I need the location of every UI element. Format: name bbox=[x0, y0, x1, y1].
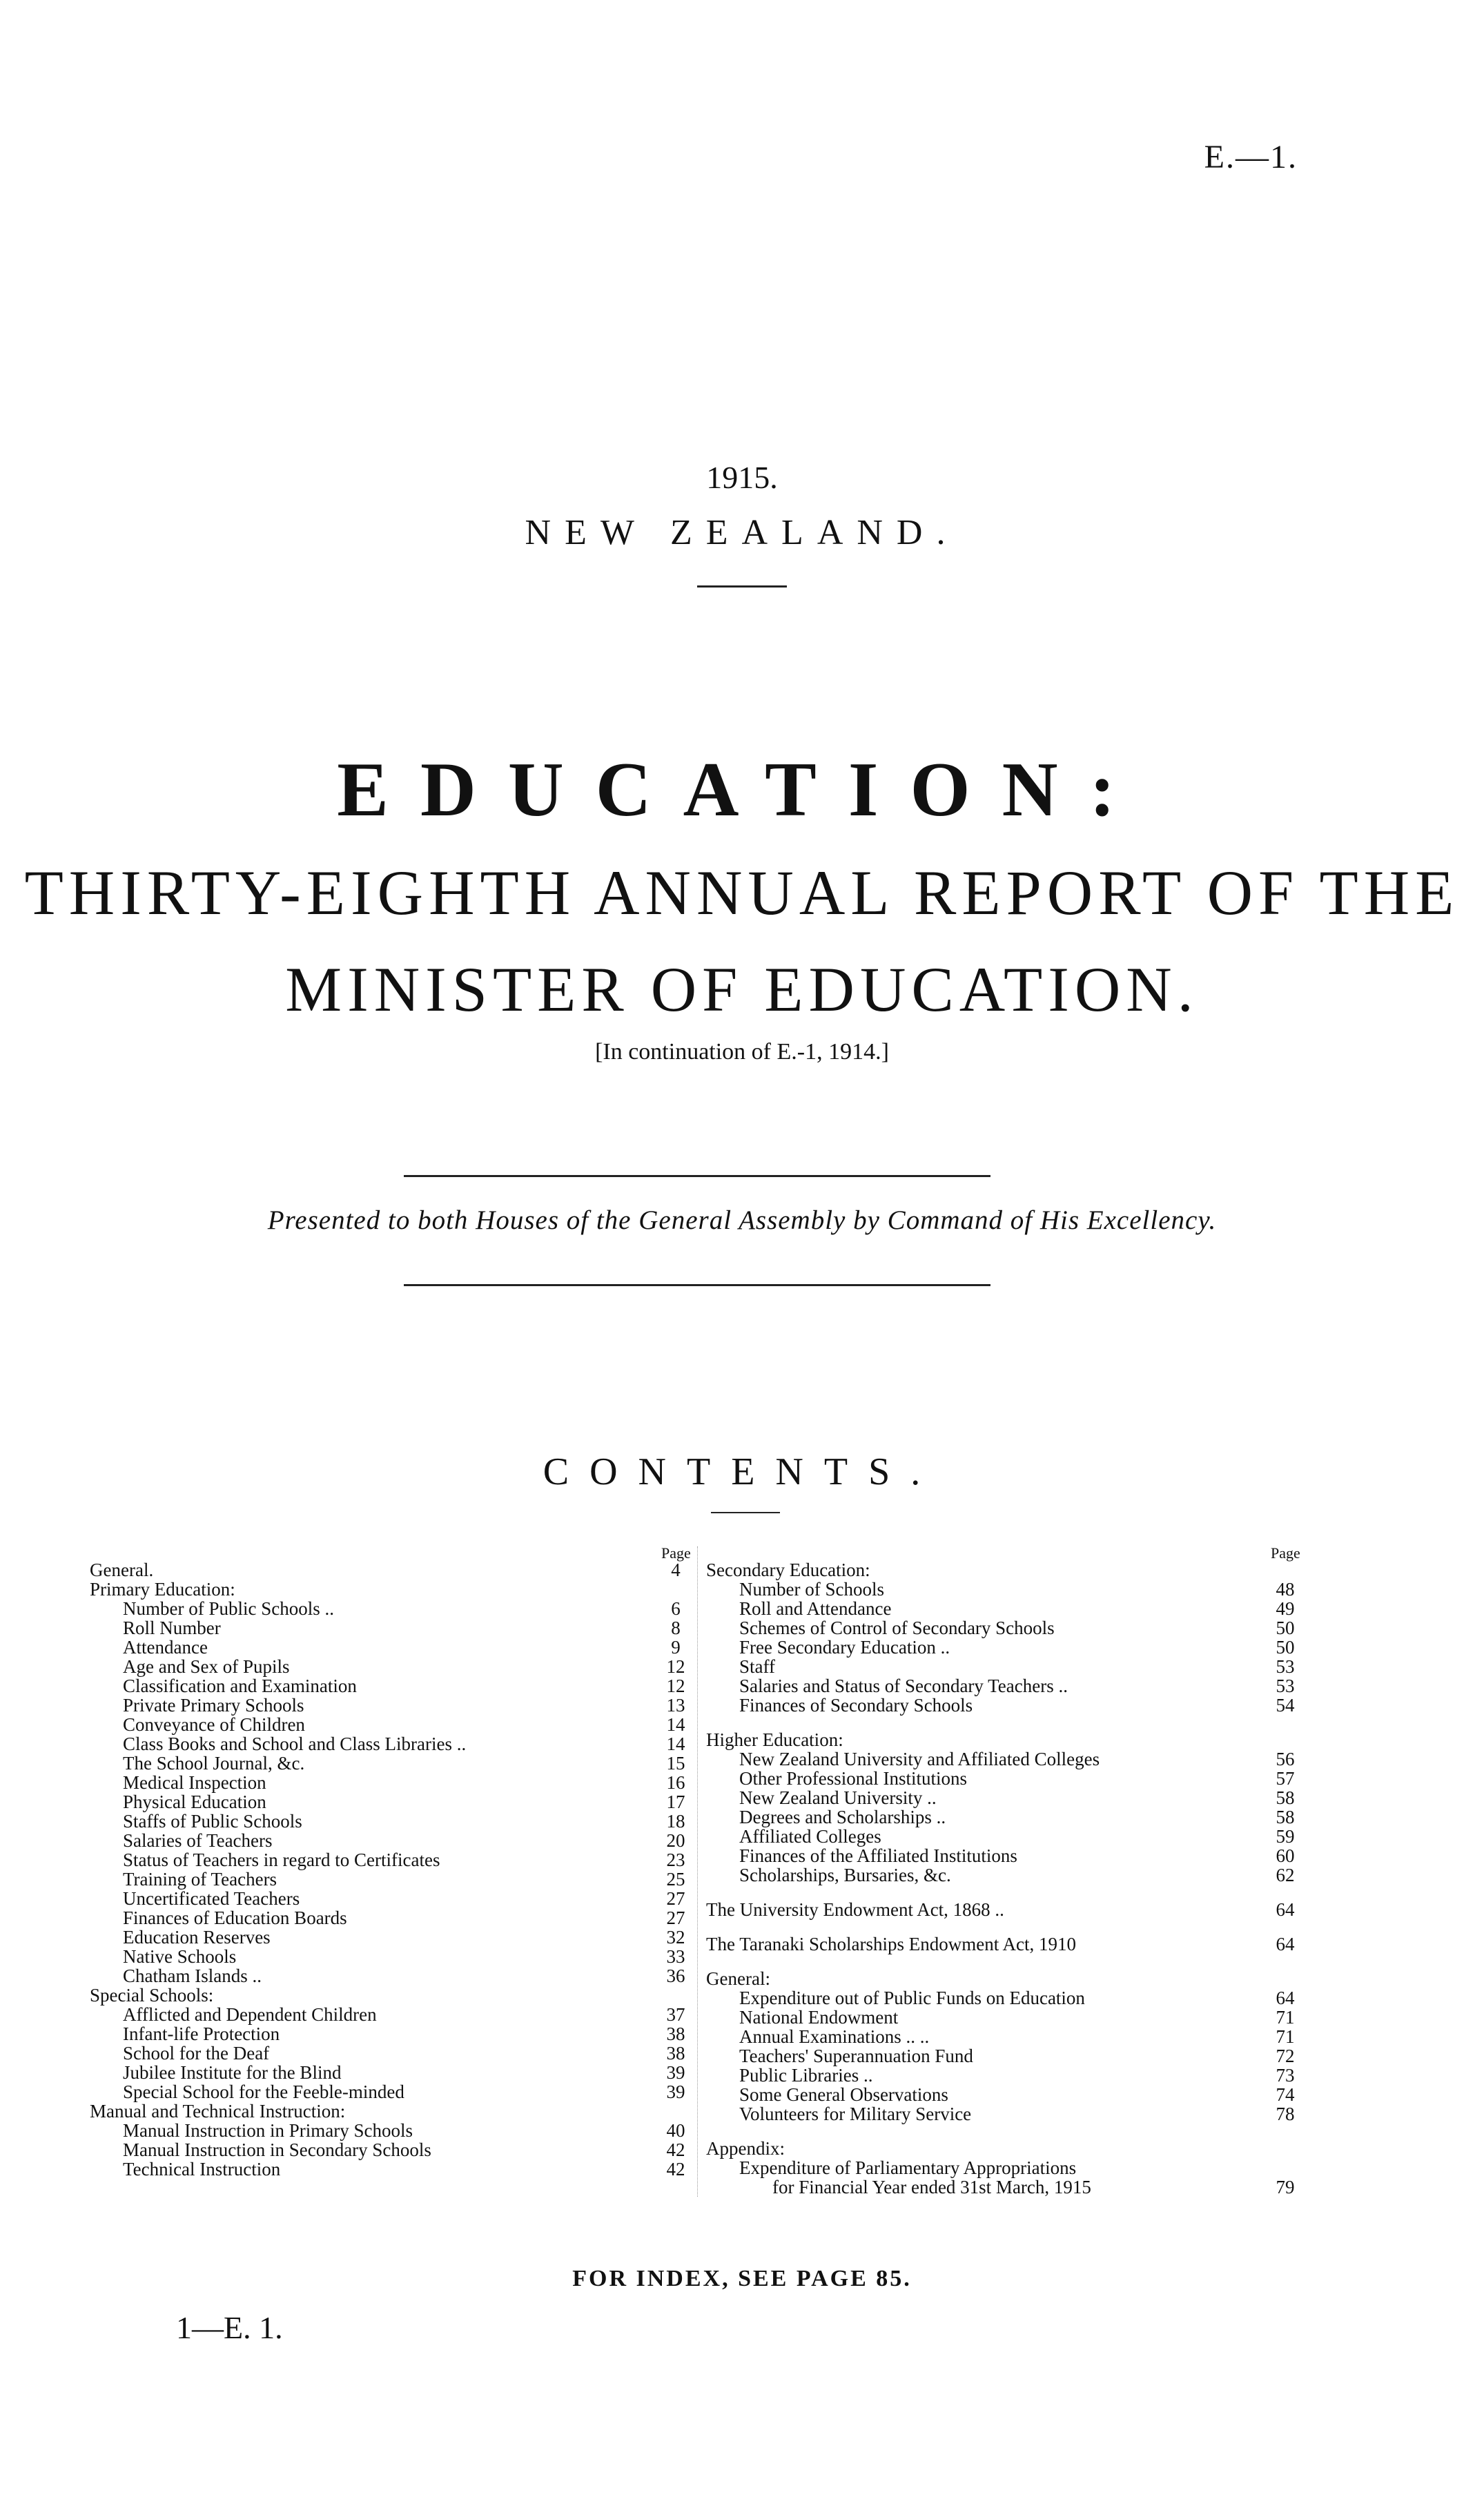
entry-page: 73 bbox=[1276, 2065, 1295, 2086]
entry-title: Roll and Attendance bbox=[739, 1598, 892, 1619]
contents-entry bbox=[90, 2005, 690, 2024]
entry-title: Teachers' Superannuation Fund bbox=[739, 2046, 973, 2066]
entry-page: 71 bbox=[1276, 2026, 1295, 2047]
report-title-line2: MINISTER OF EDUCATION. bbox=[285, 954, 1199, 1025]
contents-entry bbox=[706, 2066, 1300, 2085]
entry-page: 50 bbox=[1276, 1618, 1295, 1638]
report-year: 1915. bbox=[706, 460, 778, 495]
printer-signature-mark: 1—E. 1. bbox=[176, 2310, 283, 2345]
entry-page: 37 bbox=[666, 2004, 685, 2025]
contents-entry bbox=[90, 2063, 690, 2082]
contents-heading: CONTENTS. bbox=[543, 1450, 941, 1493]
contents-entry bbox=[90, 1560, 690, 1580]
presentation-statement: Presented to both Houses of the General Assembly by Command of His Excellency. bbox=[267, 1205, 1217, 1235]
contents-entry bbox=[90, 1618, 690, 1638]
entry-page: 64 bbox=[1276, 1899, 1295, 1920]
entry-title: Salaries of Teachers bbox=[123, 1830, 273, 1851]
entry-page: 13 bbox=[666, 1695, 685, 1716]
entry-title: Status of Teachers in regard to Certificates bbox=[123, 1850, 440, 1870]
entry-title: Jubilee Institute for the Blind bbox=[123, 2062, 342, 2083]
contents-entry bbox=[90, 1812, 690, 1831]
contents-entry bbox=[706, 1865, 1300, 1885]
contents-entry bbox=[90, 2024, 690, 2043]
entry-title: Salaries and Status of Secondary Teachers .. bbox=[739, 1676, 1068, 1696]
entry-page: 38 bbox=[666, 2023, 685, 2044]
entry-title: Age and Sex of Pupils bbox=[123, 1656, 290, 1677]
entry-page: 64 bbox=[1276, 1988, 1295, 2008]
contents-entry bbox=[706, 1934, 1300, 1954]
contents-entry bbox=[706, 2177, 1300, 2197]
entry-page: 27 bbox=[666, 1907, 685, 1928]
entry-page: 42 bbox=[666, 2139, 685, 2160]
entry-page: 42 bbox=[666, 2159, 685, 2180]
entry-title: Other Professional Institutions bbox=[739, 1768, 967, 1789]
entry-title: Technical Instruction bbox=[123, 2159, 281, 2180]
entry-page: 15 bbox=[666, 1753, 685, 1774]
entry-page: 33 bbox=[666, 1946, 685, 1967]
entry-page: 8 bbox=[671, 1618, 681, 1638]
entry-page: 50 bbox=[1276, 1637, 1295, 1658]
page-reference: E.—1. bbox=[1204, 139, 1298, 175]
contents-entry bbox=[90, 1657, 690, 1676]
contents-entry bbox=[706, 2085, 1300, 2104]
contents-entry bbox=[90, 1947, 690, 1966]
contents-entry bbox=[90, 1696, 690, 1715]
index-reference: FOR INDEX, SEE PAGE 85. bbox=[572, 2266, 912, 2291]
entry-title: Expenditure of Parliamentary Appropriations bbox=[739, 2157, 1077, 2178]
entry-title: New Zealand University .. bbox=[739, 1787, 937, 1808]
entry-title: Affiliated Colleges bbox=[739, 1826, 881, 1847]
entry-title: Special Schools: bbox=[90, 1985, 214, 2006]
entry-title: The School Journal, &c. bbox=[123, 1753, 305, 1774]
entry-page: 58 bbox=[1276, 1807, 1295, 1827]
contents-entry bbox=[90, 1986, 690, 2005]
entry-title: Scholarships, Bursaries, &c. bbox=[739, 1865, 951, 1885]
entry-title: Primary Education: bbox=[90, 1579, 235, 1600]
entry-page: 6 bbox=[671, 1598, 681, 1619]
contents-entry bbox=[706, 1807, 1300, 1827]
contents-entry bbox=[90, 1676, 690, 1696]
divider-upper bbox=[404, 1175, 990, 1177]
entry-page: 53 bbox=[1276, 1656, 1295, 1677]
entry-page: 18 bbox=[666, 1811, 685, 1832]
page-column-label: Page bbox=[661, 1544, 691, 1562]
entry-page: 72 bbox=[1276, 2046, 1295, 2066]
entry-page: 20 bbox=[666, 1830, 685, 1851]
entry-page: 25 bbox=[666, 1869, 685, 1890]
divider-short bbox=[697, 585, 787, 588]
entry-title: Afflicted and Dependent Children bbox=[123, 2004, 377, 2025]
entry-page: 74 bbox=[1276, 2084, 1295, 2105]
entry-page: 4 bbox=[671, 1560, 681, 1580]
entry-page: 12 bbox=[666, 1676, 685, 1696]
contents-entry bbox=[706, 2104, 1300, 2124]
contents-entry bbox=[706, 1827, 1300, 1846]
entry-page: 36 bbox=[666, 1965, 685, 1986]
entry-title: Private Primary Schools bbox=[123, 1695, 304, 1716]
contents-entry bbox=[90, 1734, 690, 1754]
entry-title: Degrees and Scholarships .. bbox=[739, 1807, 946, 1827]
entry-title: Number of Schools bbox=[739, 1579, 884, 1600]
contents-entry bbox=[90, 2101, 690, 2121]
entry-page: 27 bbox=[666, 1888, 685, 1909]
entry-title: The Taranaki Scholarships Endowment Act, 1910 bbox=[706, 1934, 1077, 1954]
contents-entry bbox=[90, 1638, 690, 1657]
entry-page: 17 bbox=[666, 1792, 685, 1812]
contents-entry bbox=[706, 1618, 1300, 1638]
continuation-note: [In continuation of E.-1, 1914.] bbox=[595, 1039, 889, 1065]
entry-page: 79 bbox=[1276, 2177, 1295, 2197]
entry-title: The University Endowment Act, 1868 .. bbox=[706, 1899, 1004, 1920]
entry-title: Conveyance of Children bbox=[123, 1714, 305, 1735]
entry-page: 54 bbox=[1276, 1695, 1295, 1716]
contents-entry bbox=[706, 2158, 1300, 2177]
entry-page: 58 bbox=[1276, 1787, 1295, 1808]
contents-entry bbox=[706, 2008, 1300, 2027]
entry-title: School for the Deaf bbox=[123, 2043, 270, 2064]
contents-entry bbox=[706, 1730, 1300, 1749]
contents-entry bbox=[90, 1754, 690, 1773]
contents-left-column bbox=[90, 1546, 690, 2179]
contents-entry bbox=[706, 1846, 1300, 1865]
contents-entry bbox=[706, 1676, 1300, 1696]
entry-page: 14 bbox=[666, 1714, 685, 1735]
contents-entry bbox=[90, 1715, 690, 1734]
contents-entry bbox=[706, 1638, 1300, 1657]
entry-title: Education Reserves bbox=[123, 1927, 271, 1948]
entry-title: Medical Inspection bbox=[123, 1772, 266, 1793]
entry-page: 16 bbox=[666, 1772, 685, 1793]
entry-title: Staffs of Public Schools bbox=[123, 1811, 302, 1832]
page-column-label: Page bbox=[1271, 1544, 1300, 1562]
entry-title: Physical Education bbox=[123, 1792, 266, 1812]
entry-title: National Endowment bbox=[739, 2007, 899, 2028]
contents-entry bbox=[706, 1900, 1300, 1919]
contents-entry bbox=[90, 1580, 690, 1599]
contents-entry bbox=[706, 1749, 1300, 1769]
entry-title: Expenditure out of Public Funds on Education bbox=[739, 1988, 1085, 2008]
contents-entry bbox=[706, 1657, 1300, 1676]
entry-page: 39 bbox=[666, 2062, 685, 2083]
entry-title: Schemes of Control of Secondary Schools bbox=[739, 1618, 1055, 1638]
entry-title: General: bbox=[706, 1968, 770, 1989]
contents-entry bbox=[90, 1966, 690, 1986]
entry-title: General. bbox=[90, 1560, 154, 1580]
entry-page: 48 bbox=[1276, 1579, 1295, 1600]
contents-entry bbox=[706, 1580, 1300, 1599]
entry-page: 64 bbox=[1276, 1934, 1295, 1954]
entry-title: for Financial Year ended 31st March, 1915 bbox=[772, 2177, 1091, 2197]
entry-page: 40 bbox=[666, 2120, 685, 2141]
entry-title: Roll Number bbox=[123, 1618, 221, 1638]
contents-entry bbox=[706, 2046, 1300, 2066]
country-name: NEW ZEALAND. bbox=[525, 513, 959, 552]
entry-page: 56 bbox=[1276, 1749, 1295, 1769]
entry-title: Staff bbox=[739, 1656, 775, 1677]
entry-title: Appendix: bbox=[706, 2138, 785, 2159]
entry-title: Native Schools bbox=[123, 1946, 237, 1967]
report-title-line1: THIRTY-EIGHTH ANNUAL REPORT OF THE bbox=[24, 857, 1460, 928]
entry-page: 49 bbox=[1276, 1598, 1295, 1619]
contents-entry bbox=[90, 1599, 690, 1618]
contents-entry bbox=[706, 1560, 1300, 1580]
divider-contents bbox=[711, 1512, 780, 1513]
entry-title: Manual and Technical Instruction: bbox=[90, 2101, 346, 2122]
entry-title: Volunteers for Military Service bbox=[739, 2104, 972, 2124]
contents-right-column bbox=[697, 1546, 1300, 2197]
entry-title: Manual Instruction in Secondary Schools bbox=[123, 2139, 431, 2160]
entry-title: Finances of Education Boards bbox=[123, 1907, 347, 1928]
subject-heading: EDUCATION: bbox=[337, 747, 1147, 833]
entry-page: 32 bbox=[666, 1927, 685, 1948]
divider-lower bbox=[404, 1284, 990, 1286]
entry-title: Attendance bbox=[123, 1637, 208, 1658]
entry-title: Classification and Examination bbox=[123, 1676, 357, 1696]
entry-page: 57 bbox=[1276, 1768, 1295, 1789]
contents-entry bbox=[90, 2043, 690, 2063]
entry-title: Infant-life Protection bbox=[123, 2023, 280, 2044]
entry-title: Number of Public Schools .. bbox=[123, 1598, 334, 1619]
contents-entry bbox=[706, 2139, 1300, 2158]
entry-page: 71 bbox=[1276, 2007, 1295, 2028]
entry-page: 12 bbox=[666, 1656, 685, 1677]
entry-title: Finances of Secondary Schools bbox=[739, 1695, 973, 1716]
contents-entry bbox=[90, 2082, 690, 2101]
entry-title: Secondary Education: bbox=[706, 1560, 870, 1580]
entry-title: Finances of the Affiliated Institutions bbox=[739, 1845, 1017, 1866]
contents-entry bbox=[90, 1908, 690, 1928]
entry-title: New Zealand University and Affiliated Colleges bbox=[739, 1749, 1100, 1769]
contents-entry bbox=[90, 1928, 690, 1947]
entry-page: 9 bbox=[671, 1637, 681, 1658]
contents-entry bbox=[706, 1988, 1300, 2008]
contents-entry bbox=[90, 1889, 690, 1908]
contents-entry bbox=[90, 1792, 690, 1812]
entry-page: 60 bbox=[1276, 1845, 1295, 1866]
entry-title: Class Books and School and Class Libraries .. bbox=[123, 1734, 467, 1754]
entry-title: Training of Teachers bbox=[123, 1869, 277, 1890]
contents-entry bbox=[706, 1788, 1300, 1807]
contents-entry bbox=[90, 2121, 690, 2140]
contents-entry bbox=[706, 2027, 1300, 2046]
entry-title: Special School for the Feeble-minded bbox=[123, 2081, 404, 2102]
entry-page: 62 bbox=[1276, 1865, 1295, 1885]
contents-entry bbox=[706, 1599, 1300, 1618]
entry-page: 38 bbox=[666, 2043, 685, 2064]
contents-entry bbox=[90, 1870, 690, 1889]
entry-title: Manual Instruction in Primary Schools bbox=[123, 2120, 413, 2141]
entry-page: 39 bbox=[666, 2081, 685, 2102]
entry-page: 78 bbox=[1276, 2104, 1295, 2124]
entry-title: Public Libraries .. bbox=[739, 2065, 873, 2086]
entry-title: Some General Observations bbox=[739, 2084, 948, 2105]
contents-entry bbox=[706, 1769, 1300, 1788]
contents-entry bbox=[90, 1831, 690, 1850]
contents-entry bbox=[706, 1969, 1300, 1988]
entry-title: Uncertificated Teachers bbox=[123, 1888, 300, 1909]
contents-entry bbox=[706, 1696, 1300, 1715]
contents-entry bbox=[90, 2140, 690, 2159]
entry-title: Higher Education: bbox=[706, 1729, 843, 1750]
entry-page: 23 bbox=[666, 1850, 685, 1870]
entry-page: 53 bbox=[1276, 1676, 1295, 1696]
entry-page: 14 bbox=[666, 1734, 685, 1754]
contents-entry bbox=[90, 2159, 690, 2179]
contents-entry bbox=[90, 1773, 690, 1792]
entry-title: Annual Examinations .. .. bbox=[739, 2026, 930, 2047]
entry-title: Chatham Islands .. bbox=[123, 1965, 262, 1986]
entry-page: 59 bbox=[1276, 1826, 1295, 1847]
contents-entry bbox=[90, 1850, 690, 1870]
entry-title: Free Secondary Education .. bbox=[739, 1637, 950, 1658]
